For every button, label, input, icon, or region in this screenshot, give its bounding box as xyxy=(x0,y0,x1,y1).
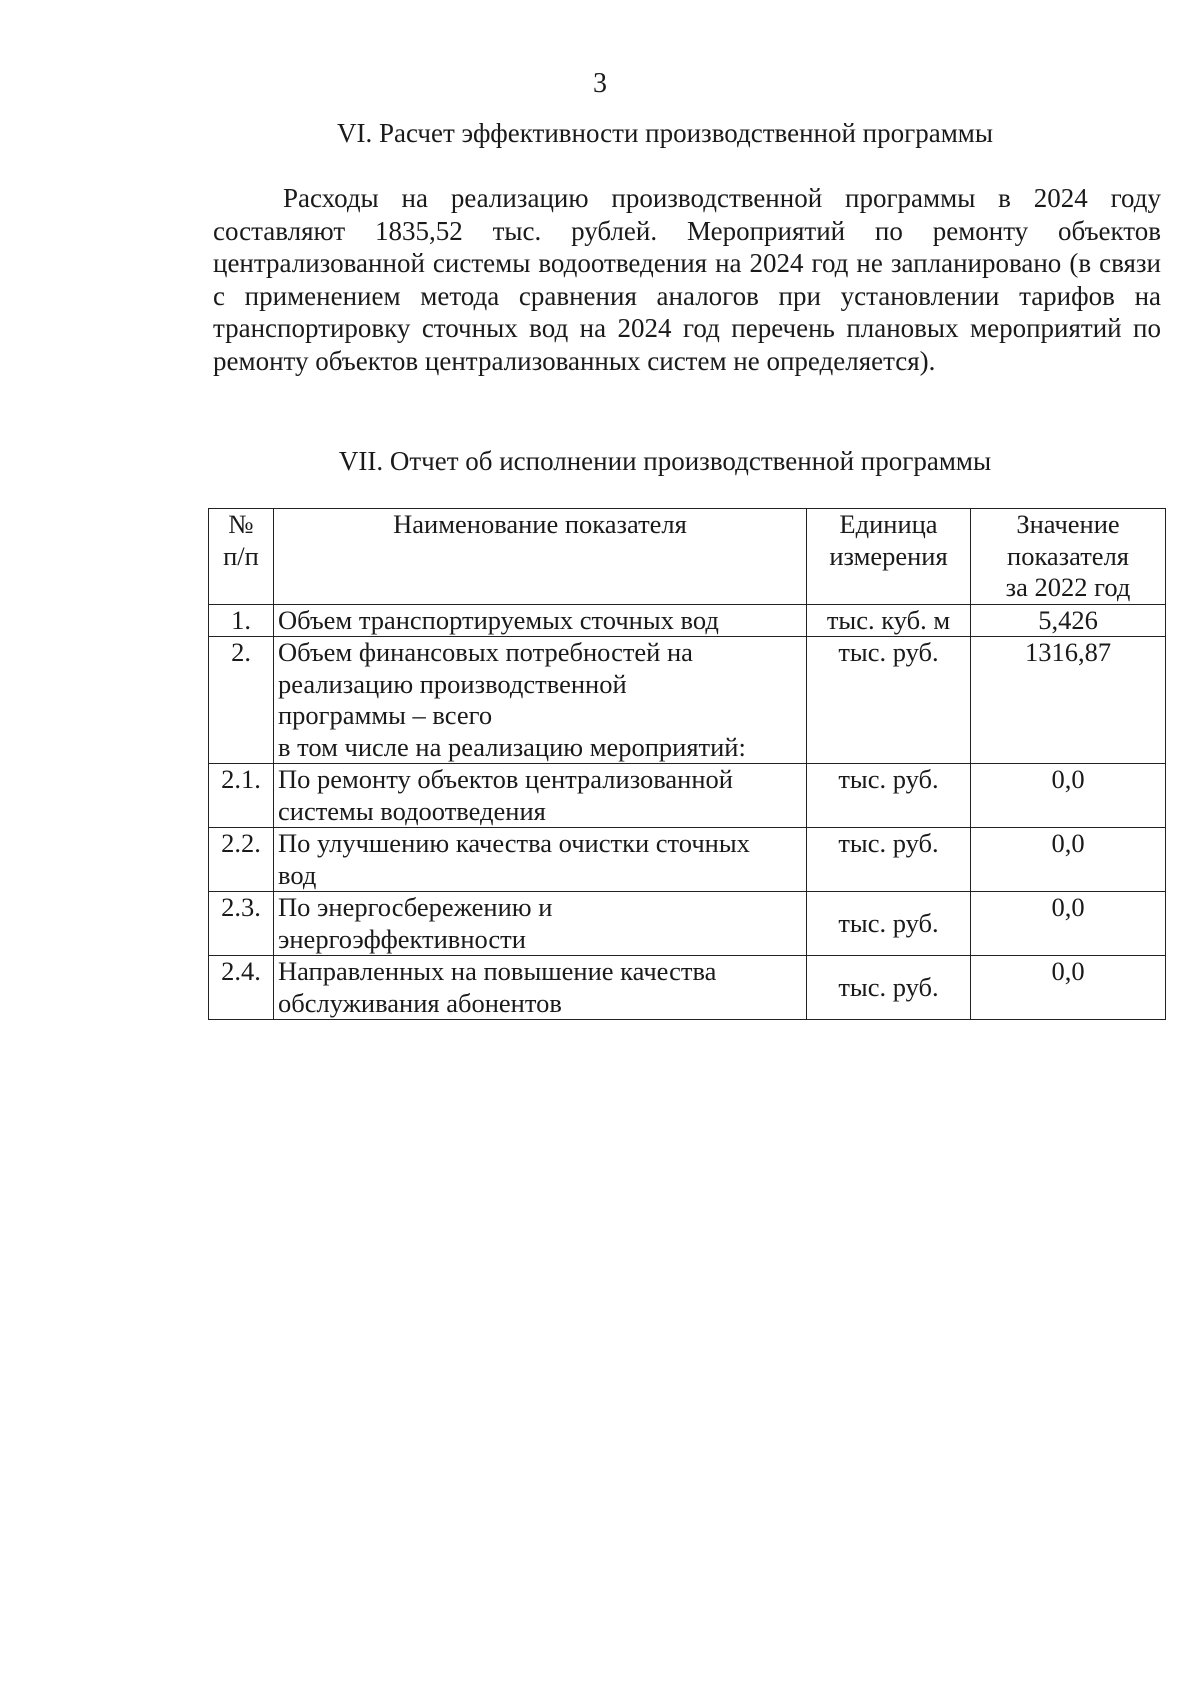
table-row xyxy=(209,892,1166,956)
row-num: 2.1. xyxy=(209,764,274,828)
table-row xyxy=(209,828,1166,892)
page-number: 3 xyxy=(593,68,607,99)
section-6-paragraph: Расходы на реализацию производственной программы в 2024 году составляют 1835,52 тыс. рублей. Мероприятий по ремонту объектов централизованной системы водоотведения на 2024 год не запланировано (в связи с применением метода сравнения аналогов при установлении тарифов на транспортировку сточных вод на 2024 год перечень плановых мероприятий по ремонту объектов централизованных систем не определяется). xyxy=(213,183,1161,376)
row-value: 1316,87 xyxy=(971,637,1166,764)
table-row xyxy=(209,764,1166,828)
section-6-title: VI. Расчет эффективности производственной программы xyxy=(336,118,993,148)
row-name: По энергосбережению и энергоэффективности xyxy=(274,892,807,956)
section-7-title: VII. Отчет об исполнении производственной программы xyxy=(338,446,992,476)
row-unit: тыс. руб. xyxy=(807,892,971,956)
table-row xyxy=(209,956,1166,1020)
row-num: 2.2. xyxy=(209,828,274,892)
row-unit: тыс. руб. xyxy=(807,764,971,828)
row-name: Направленных на повышение качества обслуживания абонентов xyxy=(274,956,807,1020)
row-value: 0,0 xyxy=(971,828,1166,892)
header-value: Значение показателя за 2022 год xyxy=(971,509,1166,605)
row-unit: тыс. руб. xyxy=(807,637,971,764)
header-num: № п/п xyxy=(209,509,274,605)
row-unit: тыс. куб. м xyxy=(807,604,971,637)
row-unit: тыс. руб. xyxy=(807,956,971,1020)
row-num: 2.4. xyxy=(209,956,274,1020)
row-name: По ремонту объектов централизованной системы водоотведения xyxy=(274,764,807,828)
row-name: Объем транспортируемых сточных вод xyxy=(274,604,807,637)
table-header-row xyxy=(209,509,1166,605)
table-row xyxy=(209,604,1166,637)
row-unit: тыс. руб. xyxy=(807,828,971,892)
header-name: Наименование показателя xyxy=(274,509,807,605)
row-name: Объем финансовых потребностей на реализацию производственной программы – всего в том числе на реализацию мероприятий: xyxy=(274,637,807,764)
row-name: По улучшению качества очистки сточных вод xyxy=(274,828,807,892)
row-value: 0,0 xyxy=(971,892,1166,956)
row-value: 5,426 xyxy=(971,604,1166,637)
row-num: 1. xyxy=(209,604,274,637)
row-value: 0,0 xyxy=(971,764,1166,828)
header-unit: Единица измерения xyxy=(807,509,971,605)
row-num: 2.3. xyxy=(209,892,274,956)
row-num: 2. xyxy=(209,637,274,764)
row-value: 0,0 xyxy=(971,956,1166,1020)
report-table xyxy=(208,508,1166,1020)
table-row xyxy=(209,637,1166,764)
